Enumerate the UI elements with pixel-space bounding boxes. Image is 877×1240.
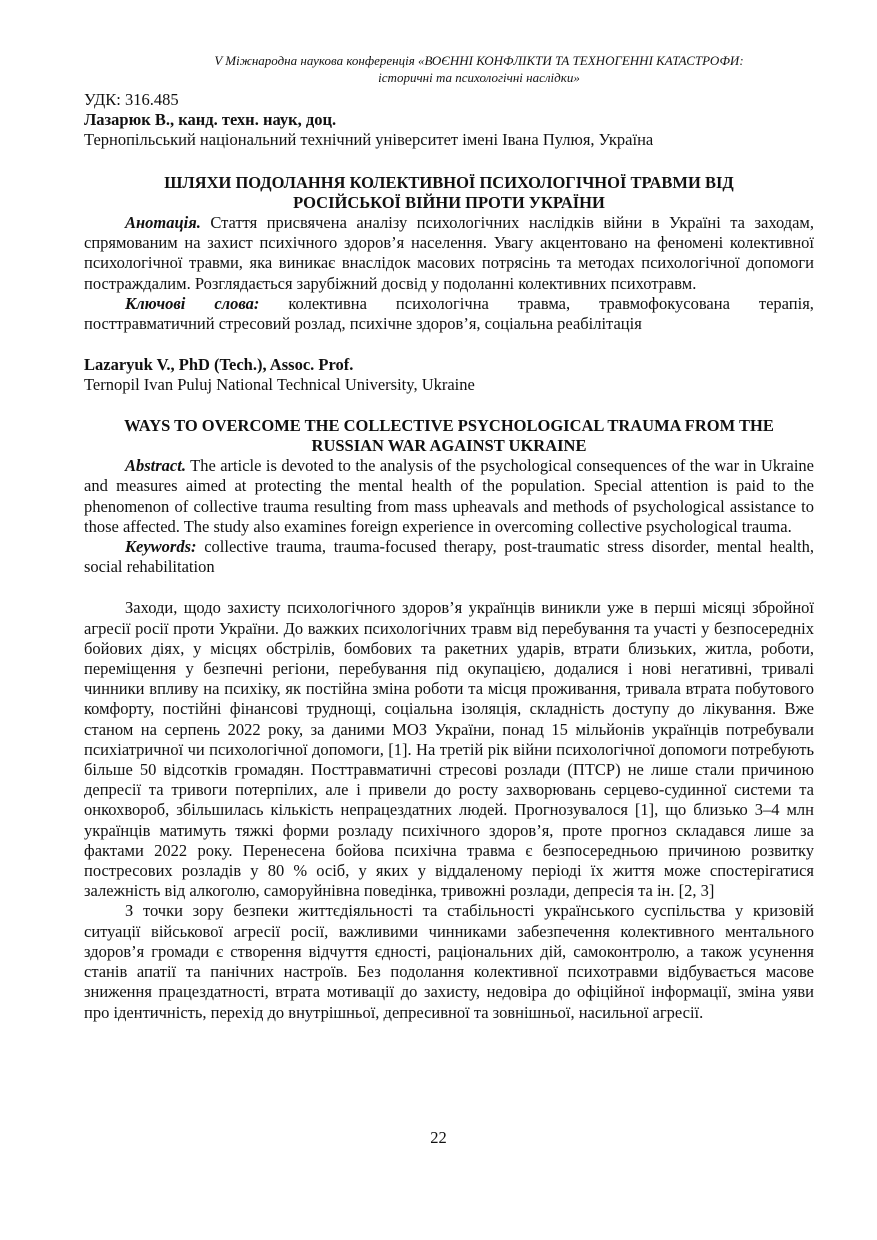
keywords-ua-line2: посттравматичний стресовий розлад, психічне здоров’я, соціальна реабілітація bbox=[84, 314, 642, 334]
page-number: 22 bbox=[430, 1128, 447, 1147]
keywords-ua-line1 bbox=[84, 294, 814, 314]
annotation-ua-label: Анотація. bbox=[125, 213, 201, 232]
affiliation-ua: Тернопільський національний технічний університет імені Івана Пулюя, Україна bbox=[84, 130, 654, 149]
keywords-ua-word: психологічна bbox=[395, 293, 489, 313]
conference-header-line1: V Міжнародна наукова конференція «ВОЄННІ КОНФЛІКТИ ТА ТЕХНОГЕННІ КАТАСТРОФИ: bbox=[214, 53, 744, 68]
abstract-en-text: The article is devoted to the analysis of the psychological consequences of the war in Ukraine and measures aimed at protecting the mental health of the population. Special attention is paid to the phenomenon of collective trauma resulting from mass upheavals and methods of psychological assistance to those affected. The study also examines foreign experience in overcoming collective psychological trauma. bbox=[84, 456, 814, 536]
title-ua bbox=[84, 173, 814, 213]
body-paragraph-2: З точки зору безпеки життєдіяльності та стабільності українського суспільства у кризовій ситуації військової агресії росії, важливими чинниками забезпечення колективного ментального здоров’я громади є створення відчуття єдності, раціональних дій, самоконтролю, а також усунення станів апатії та панічних настроїв. Без подолання колективної психотравми відбувається масове зниження працездатності, втрата мотивації до захисту, недовіра до офіційної інформації, зміна уяви про ідентичність, перехід до внутрішньої, депресивної та зовнішньої, насильної агресії. bbox=[84, 901, 814, 1022]
title-en bbox=[84, 416, 814, 456]
conference-header-line2: історичні та психологічні наслідки» bbox=[378, 70, 580, 85]
abstract-en-label: Abstract. bbox=[125, 456, 186, 476]
title-ua-line1: ШЛЯХИ ПОДОЛАННЯ КОЛЕКТИВНОЇ ПСИХОЛОГІЧНОЇ ТРАВМИ ВІД bbox=[164, 173, 734, 192]
title-ua-line2: РОСІЙСЬКОЇ ВІЙНИ ПРОТИ УКРАЇНИ bbox=[293, 193, 605, 212]
conference-header bbox=[114, 52, 844, 86]
keywords-ua-word: терапія, bbox=[758, 293, 814, 313]
keywords-en-label: Keywords: bbox=[125, 537, 197, 557]
keywords-en-text: collective trauma, trauma-focused therapy, post-traumatic stress disorder, mental health, social rehabilitation bbox=[84, 537, 814, 577]
author-en: Lazaryuk V., PhD (Tech.), Assoc. Prof. bbox=[84, 355, 354, 375]
keywords-ua-word: травмофокусована bbox=[599, 293, 730, 313]
keywords-ua-label-2: слова: bbox=[214, 293, 260, 313]
abstract-en bbox=[84, 456, 814, 537]
title-en-line2: RUSSIAN WAR AGAINST UKRAINE bbox=[311, 436, 587, 456]
keywords-en bbox=[84, 537, 814, 577]
annotation-ua bbox=[84, 213, 814, 294]
document-page bbox=[84, 52, 814, 1023]
udk-code: УДК: 316.485 bbox=[84, 90, 179, 109]
author-ua: Лазарюк В., канд. техн. наук, доц. bbox=[84, 110, 337, 129]
keywords-ua-word: колективна bbox=[288, 293, 367, 313]
body-paragraph-1: Заходи, щодо захисту психологічного здоров’я українців виникли уже в перші місяці збройної агресії росії проти України. До важких психологічних травм від перебування та участі у безпосередніх бойових діях, у місцях обстрілів, бомбових та ракетних ударів, втрати близьких, житла, роботи, переміщення у безпечні регіони, перебування під окупацією, додалися і нові негативні, тривалі чинники впливу на психіку, як постійна зміна роботи та місця проживання, тривала втрата побутового комфорту, постійні фінансові труднощі, соціальна ізоляція, складність доступу до лікування. Вже станом на серпень 2022 року, за даними МОЗ України, понад 15 мільйонів українців потребували психіатричної чи психологічної допомоги, [1]. На третій рік війни психологічної допомоги потребують більше 50 відсотків громадян. Посттравматичні стресові розлади (ПТСР) не лише стали причиною депресії та тривоги потерпілих, але і привели до росту захворювань серцево-судинної системи та онкохвороб, збільшилась кількість непрацездатних людей. Прогнозувалося [1], що близько 3–4 млн українців матимуть тяжкі форми розладу психічного здоров’я, проте прогноз складався лише за фактами 2022 року. Перенесена бойова психічна травма є безпосередньою причиною розвитку постресових розладів у 80 % осіб, у яких у віддаленому періоді їх життя може спостерігатися залежність від алкоголю, саморуйнівна поведінка, тривожні розлади, депресія та ін. [2, 3] bbox=[84, 598, 814, 901]
keywords-ua-word: травма, bbox=[517, 293, 571, 313]
annotation-ua-text: Стаття присвячена аналізу психологічних наслідків війни в Україні та заходам, спрямованим на захист психічного здоров’я населення. Увагу акцентовано на феномені колективної психологічної травми, яка виникає внаслідок масових потрясінь та методах психологічної допомоги постраждалим. Розглядається зарубіжний досвід у подоланні колективних психотравм. bbox=[84, 213, 814, 293]
title-en-line1: WAYS TO OVERCOME THE COLLECTIVE PSYCHOLOGICAL TRAUMA FROM THE bbox=[124, 416, 774, 436]
affiliation-en: Ternopil Ivan Puluj National Technical University, Ukraine bbox=[84, 375, 475, 395]
keywords-ua-label-1: Ключові bbox=[125, 293, 186, 313]
